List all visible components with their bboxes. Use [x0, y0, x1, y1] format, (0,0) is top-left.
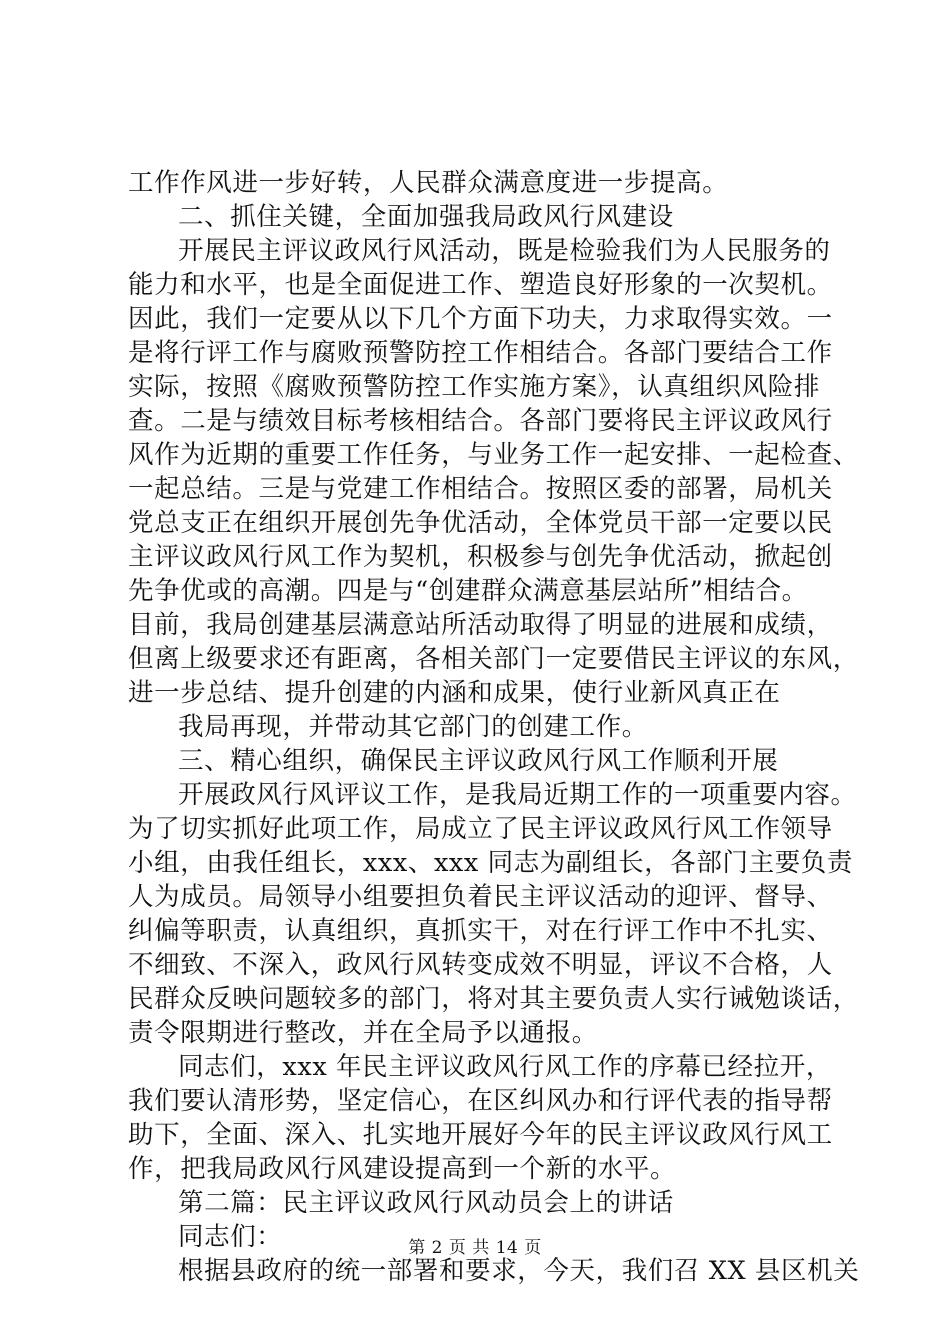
- text-line: 查。二是与绩效目标考核相结合。各部门要将民主评议政风行: [128, 406, 833, 436]
- text-line: 一起总结。三是与党建工作相结合。按照区委的部署，局机关: [128, 474, 833, 504]
- text-line: 小组，由我任组长，xxx、xxx 同志为副组长，各部门主要负责: [128, 848, 853, 878]
- text-line: 为了切实抓好此项工作，局成立了民主评议政风行风工作领导: [128, 814, 833, 844]
- text-line: 我们要认清形势，坚定信心，在区纠风办和行评代表的指导帮: [128, 1086, 833, 1116]
- text-line: 先争优或的高潮。四是与“创建群众满意基层站所”相结合。: [128, 576, 808, 606]
- text-line: 风作为近期的重要工作任务，与业务工作一起安排、一起检查、: [128, 440, 859, 470]
- text-line: 不细致、不深入，政风行风转变成效不明显，评议不合格，人: [128, 950, 833, 980]
- text-line: 党总支正在组织开展创先争优活动，全体党员干部一定要以民: [128, 508, 833, 538]
- chapter-title: 第二篇：民主评议政风行风动员会上的讲话: [178, 1188, 674, 1218]
- text-line: 人为成员。局领导小组要担负着民主评议活动的迎评、督导、: [128, 882, 833, 912]
- text-line: 作，把我局政风行风建设提高到一个新的水平。: [128, 1154, 677, 1184]
- text-line: 责令限期进行整改，并在全局予以通报。: [128, 1018, 598, 1048]
- text-line: 目前，我局创建基层满意站所活动取得了明显的进展和成绩，: [128, 610, 833, 640]
- text-line: 进一步总结、提升创建的内涵和成果，使行业新风真正在: [128, 678, 781, 708]
- section-heading: 三、精心组织，确保民主评议政风行风工作顺利开展: [178, 746, 779, 776]
- salutation: 同志们：: [178, 1222, 283, 1252]
- text-line: 能力和水平，也是全面促进工作、塑造良好形象的一次契机。: [128, 270, 833, 300]
- text-line: 实际，按照《腐败预警防控工作实施方案》，认真组织风险排: [128, 372, 820, 402]
- text-line: 开展政风行风评议工作，是我局近期工作的一项重要内容。: [178, 780, 857, 810]
- page-number-footer: 第 2 页 共 14 页: [408, 1238, 542, 1258]
- text-line: 同志们，xxx 年民主评议政风行风工作的序幕已经拉开，: [178, 1052, 832, 1082]
- document-body: [128, 166, 860, 1288]
- text-line: 纠偏等职责，认真组织，真抓实干，对在行评工作中不扎实、: [128, 916, 833, 946]
- text-line: 主评议政风行风工作为契机，积极参与创先争优活动，掀起创: [128, 542, 833, 572]
- text-line: 开展民主评议政风行风活动，既是检验我们为人民服务的: [178, 236, 831, 266]
- text-line: 但离上级要求还有距离，各相关部门一定要借民主评议的东风，: [128, 644, 859, 674]
- text-line: 工作作风进一步好转，人民群众满意度进一步提高。: [128, 168, 729, 198]
- text-line: 根据县政府的统一部署和要求，今天，我们召 XX 县区机关: [178, 1256, 860, 1286]
- text-line: 因此，我们一定要从以下几个方面下功夫，力求取得实效。一: [128, 304, 833, 334]
- text-line: 我局再现，并带动其它部门的创建工作。: [178, 712, 648, 742]
- section-heading: 二、抓住关键，全面加强我局政风行风建设: [178, 202, 674, 232]
- text-line: 助下，全面、深入、扎实地开展好今年的民主评议政风行风工: [128, 1120, 833, 1150]
- text-line: 是将行评工作与腐败预警防控工作相结合。各部门要结合工作: [128, 338, 833, 368]
- text-line: 民群众反映问题较多的部门，将对其主要负责人实行诫勉谈话，: [128, 984, 859, 1014]
